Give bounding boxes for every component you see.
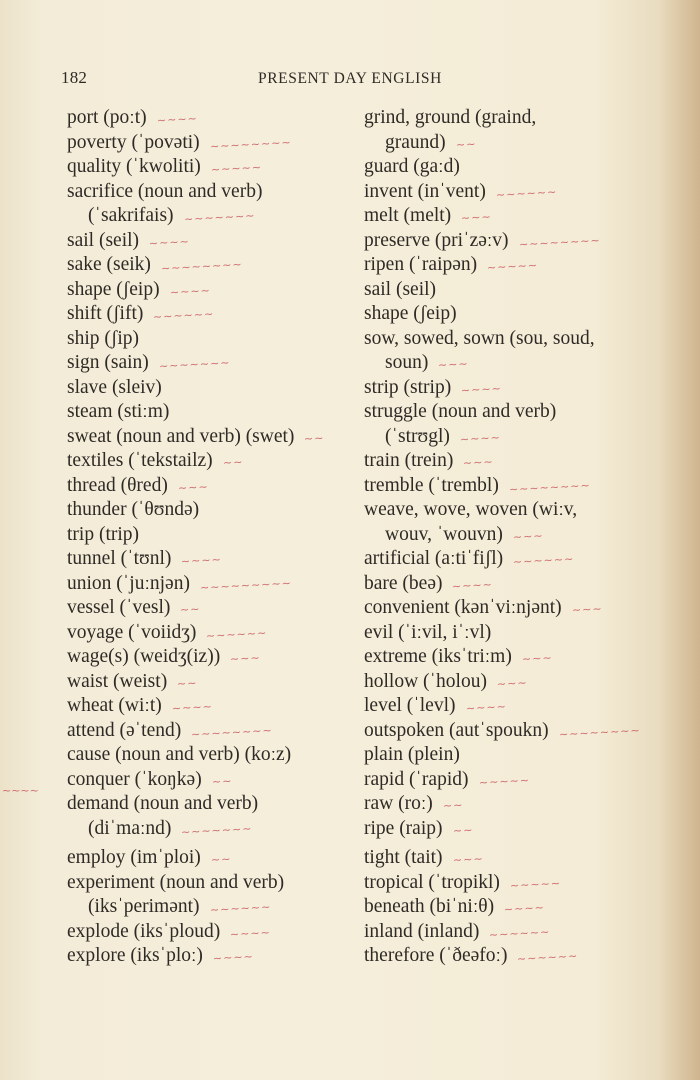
entry-text: train (trein) [364, 450, 454, 471]
entry-text: shift (ʃift) [67, 303, 144, 324]
vocabulary-entry [364, 694, 694, 719]
vocabulary-entry [67, 523, 367, 548]
handwritten-annotation: ~~ [210, 852, 232, 867]
entry-text: convenient (kənˈviːnjənt) [364, 597, 562, 618]
vocabulary-entry [364, 302, 694, 327]
entry-text: artificial (aːtiˈfiʃl) [364, 548, 504, 569]
right-column [364, 106, 694, 969]
entry-text: inland (inland) [364, 920, 480, 942]
vocabulary-entry [364, 871, 694, 896]
entry-text: ripe (raip) [364, 817, 443, 839]
handwritten-annotation: ~~~~ [452, 577, 494, 593]
entry-text: demand (noun and verb) [67, 793, 259, 814]
vocabulary-entry [364, 743, 694, 768]
entry-text: thunder (ˈθʊndə) [67, 499, 200, 520]
entry-text: experiment (noun and verb) [67, 871, 285, 893]
handwritten-annotation: ~~~~~~~~ [160, 257, 243, 276]
handwritten-annotation: ~~ [452, 822, 474, 838]
handwritten-annotation: ~~~~~~~~ [518, 233, 601, 251]
vocabulary-entry [67, 278, 367, 303]
vocabulary-entry [364, 449, 694, 474]
entry-text: (ˈsakrifais) [88, 205, 174, 226]
entry-text: sow, sowed, sown (sou, soud, [364, 327, 595, 349]
entry-text: poverty (ˈpovəti) [67, 131, 200, 153]
entry-text: quality (ˈkwoliti) [67, 156, 201, 177]
entry-text: vessel (ˈvesl) [67, 597, 171, 618]
entry-text: tropical (ˈtropikl) [364, 871, 500, 893]
handwritten-annotation: ~~ [176, 675, 198, 691]
entry-text: tremble (ˈtrembl) [364, 474, 499, 496]
vocabulary-entry [67, 817, 367, 842]
vocabulary-entry [67, 131, 367, 156]
handwritten-annotation: ~~~~~ [478, 773, 530, 789]
handwritten-annotation: ~~~~ [169, 283, 211, 299]
handwritten-annotation: ~~~~~ [210, 160, 263, 177]
vocabulary-entry [67, 846, 367, 871]
entry-text: union (ˈjuːnjən) [67, 572, 190, 594]
vocabulary-entry [364, 596, 694, 621]
vocabulary-entry [67, 719, 367, 744]
vocabulary-entry [364, 327, 694, 352]
handwritten-annotation: ~~~ [512, 528, 544, 544]
handwritten-annotation: ~~ [211, 773, 233, 789]
vocabulary-entry [67, 792, 367, 817]
vocabulary-entry [67, 895, 367, 920]
page-number: 182 [61, 68, 88, 87]
handwritten-annotation: ~~~~~~~ [181, 821, 254, 839]
entry-text: slave (sleiv) [67, 376, 162, 398]
entry-text: strip (strip) [364, 376, 452, 398]
handwritten-annotation: ~~~~ [460, 381, 503, 397]
handwritten-annotation: ~~~~~~ [206, 625, 268, 643]
vocabulary-entry [67, 871, 367, 896]
handwritten-annotation: ~~~~~~ [517, 949, 580, 966]
vocabulary-entry [67, 621, 367, 646]
handwritten-annotation: ~~~~~~ [153, 307, 215, 324]
handwritten-annotation: ~~~~ [148, 234, 191, 250]
entry-text: bare (beə) [364, 572, 443, 594]
entry-text: explode (iksˈploud) [67, 920, 221, 942]
entry-text: shape (ʃeip) [67, 278, 160, 300]
vocabulary-entry [364, 204, 694, 229]
handwritten-annotation: ~~~ [571, 602, 603, 617]
entry-text: wouv, ˈwouvn) [385, 523, 503, 545]
vocabulary-entry [364, 106, 694, 131]
vocabulary-entry [67, 327, 367, 352]
handwritten-annotation: ~~~~ [156, 111, 198, 128]
vocabulary-entry [364, 719, 694, 744]
vocabulary-entry [67, 944, 367, 969]
entry-text: therefore (ˈðeəfoː) [364, 945, 508, 966]
entry-text: voyage (ˈvoiidʒ) [67, 621, 197, 643]
vocabulary-entry [364, 425, 694, 450]
vocabulary-entry [364, 792, 694, 817]
handwritten-annotation: ~~~~~~~ [183, 209, 256, 226]
vocabulary-entry [364, 895, 694, 920]
handwritten-annotation: ~~~~~~~~ [558, 723, 641, 741]
handwritten-annotation: ~~~~~~ [495, 184, 558, 202]
handwritten-annotation: ~~~~~~~~ [508, 478, 591, 496]
entry-text: preserve (priˈzəːv) [364, 229, 509, 251]
handwritten-annotation: ~~~~~~~~~ [199, 576, 293, 594]
vocabulary-entry [364, 944, 694, 969]
entry-text: melt (melt) [364, 205, 452, 226]
vocabulary-entry [67, 743, 367, 768]
vocabulary-entry [67, 694, 367, 719]
vocabulary-entry [364, 351, 694, 376]
handwritten-margin-note: ~~~~ [2, 784, 39, 797]
entry-text: wage(s) (weidʒ(iz)) [67, 646, 221, 667]
entry-text: wheat (wiːt) [67, 695, 162, 716]
vocabulary-entry [364, 817, 694, 842]
vocabulary-entry [364, 180, 694, 205]
entry-text: invent (inˈvent) [364, 180, 486, 202]
vocabulary-entry [67, 645, 367, 670]
handwritten-annotation: ~~~ [462, 455, 495, 470]
entry-text: attend (əˈtend) [67, 719, 182, 741]
entry-text: sweat (noun and verb) (swet) [67, 425, 295, 447]
handwritten-annotation: ~~~ [229, 651, 262, 666]
handwritten-annotation: ~~ [442, 798, 464, 813]
entry-text: trip (trip) [67, 523, 140, 545]
vocabulary-entry [364, 547, 694, 572]
entry-text: sacrifice (noun and verb) [67, 180, 263, 202]
entry-text: struggle (noun and verb) [364, 401, 557, 422]
entry-text: (diˈmaːnd) [88, 817, 172, 839]
entry-text: sign (sain) [67, 352, 149, 373]
vocabulary-entry [67, 204, 367, 229]
entry-text: cause (noun and verb) (koːz) [67, 744, 292, 765]
vocabulary-entry [364, 498, 694, 523]
handwritten-annotation: ~~~~ [465, 699, 507, 716]
vocabulary-entry [364, 229, 694, 254]
vocabulary-entry [364, 400, 694, 425]
vocabulary-entry [364, 376, 694, 401]
entry-text: shape (ʃeip) [364, 303, 457, 324]
vocabulary-entry [67, 351, 367, 376]
entry-text: textiles (ˈtekstailz) [67, 450, 213, 471]
handwritten-annotation: ~~~~ [459, 430, 502, 446]
entry-text: explore (iksˈploː) [67, 945, 203, 966]
entry-text: extreme (iksˈtriːm) [364, 646, 512, 667]
vocabulary-entry [67, 253, 367, 278]
handwritten-annotation: ~~ [222, 455, 244, 470]
handwritten-annotation: ~~~ [460, 210, 493, 225]
handwritten-annotation: ~~~~ [181, 552, 223, 569]
handwritten-annotation: ~~~ [437, 357, 470, 372]
handwritten-annotation: ~~~ [496, 675, 528, 691]
entry-text: ship (ʃip) [67, 327, 140, 349]
entry-text: guard (gaːd) [364, 156, 460, 177]
entry-text: sail (seil) [364, 278, 437, 300]
entry-text: tight (tait) [364, 847, 443, 868]
vocabulary-entry [67, 106, 367, 131]
handwritten-annotation: ~~~~ [503, 900, 546, 917]
entry-text: hollow (ˈholou) [364, 670, 487, 692]
handwritten-annotation: ~~~~ [212, 949, 255, 966]
vocabulary-entry [67, 498, 367, 523]
vocabulary-entry [67, 302, 367, 327]
handwritten-annotation: ~~~ [177, 479, 209, 495]
handwritten-annotation: ~~ [180, 602, 202, 617]
vocabulary-entry [364, 253, 694, 278]
vocabulary-entry [364, 621, 694, 646]
vocabulary-entry [67, 400, 367, 425]
handwritten-annotation: ~~ [304, 430, 326, 446]
vocabulary-entry [67, 547, 367, 572]
handwritten-annotation: ~~~~~~~~ [209, 135, 292, 153]
entry-text: soun) [385, 352, 429, 373]
running-head: PRESENT DAY ENGLISH [258, 70, 442, 87]
entry-text: weave, wove, woven (wiːv, [364, 499, 578, 520]
vocabulary-entry [364, 670, 694, 695]
entry-text: raw (roː) [364, 793, 433, 814]
handwritten-annotation: ~~~~~~ [512, 552, 575, 569]
vocabulary-entry [364, 572, 694, 597]
vocabulary-entry [364, 474, 694, 499]
vocabulary-entry [67, 376, 367, 401]
handwritten-annotation: ~~~ [521, 651, 553, 666]
entry-text: waist (weist) [67, 670, 168, 692]
vocabulary-entry [364, 768, 694, 793]
entry-text: sake (seik) [67, 254, 151, 275]
entry-text: plain (plein) [364, 744, 460, 765]
vocabulary-entry [67, 155, 367, 180]
entry-text: steam (stiːm) [67, 401, 170, 422]
vocabulary-entry [67, 449, 367, 474]
entry-text: port (poːt) [67, 107, 147, 128]
vocabulary-entry [364, 155, 694, 180]
handwritten-annotation: ~~ [455, 136, 477, 152]
vocabulary-entry [364, 278, 694, 303]
vocabulary-entry [67, 596, 367, 621]
vocabulary-entry [67, 670, 367, 695]
vocabulary-entry [67, 180, 367, 205]
entry-text: rapid (ˈrapid) [364, 768, 469, 790]
handwritten-annotation: ~~~~ [229, 925, 272, 941]
vocabulary-entry [67, 572, 367, 597]
vocabulary-entry [364, 645, 694, 670]
entry-text: evil (ˈiːvil, iˈːvl) [364, 621, 492, 643]
vocabulary-entry [67, 920, 367, 945]
handwritten-annotation: ~~~ [452, 852, 484, 867]
handwritten-annotation: ~~~~~~ [489, 924, 551, 942]
entry-text: employ (imˈploi) [67, 847, 201, 868]
handwritten-annotation: ~~~~~~~ [158, 356, 231, 373]
vocabulary-entry [364, 131, 694, 156]
handwritten-annotation: ~~~~~~ [209, 900, 272, 917]
vocabulary-entry [364, 846, 694, 871]
entry-text: conquer (ˈkoŋkə) [67, 768, 202, 790]
entry-text: tunnel (ˈtʊnl) [67, 548, 172, 569]
entry-text: beneath (biˈniːθ) [364, 896, 495, 917]
entry-text: sail (seil) [67, 229, 140, 251]
vocabulary-entry [364, 920, 694, 945]
vocabulary-entry [364, 523, 694, 548]
vocabulary-entry [67, 229, 367, 254]
entry-text: ripen (ˈraipən) [364, 254, 478, 275]
entry-text: level (ˈlevl) [364, 695, 456, 716]
entry-text: (ˈstrʊgl) [385, 425, 450, 447]
entry-text: outspoken (autˈspoukn) [364, 719, 549, 741]
entry-text: grind, ground (graind, [364, 107, 537, 128]
handwritten-annotation: ~~~~~ [486, 258, 539, 275]
vocabulary-entry [67, 768, 367, 793]
handwritten-annotation: ~~~~ [171, 699, 213, 716]
handwritten-annotation: ~~~~~ [509, 876, 562, 892]
vocabulary-entry [67, 425, 367, 450]
entry-text: thread (θred) [67, 474, 168, 496]
vocabulary-entry [67, 474, 367, 499]
entry-text: graund) [385, 131, 446, 153]
handwritten-annotation: ~~~~~~~~ [190, 723, 274, 741]
entry-text: (iksˈperimənt) [88, 896, 200, 917]
left-column [67, 106, 367, 969]
